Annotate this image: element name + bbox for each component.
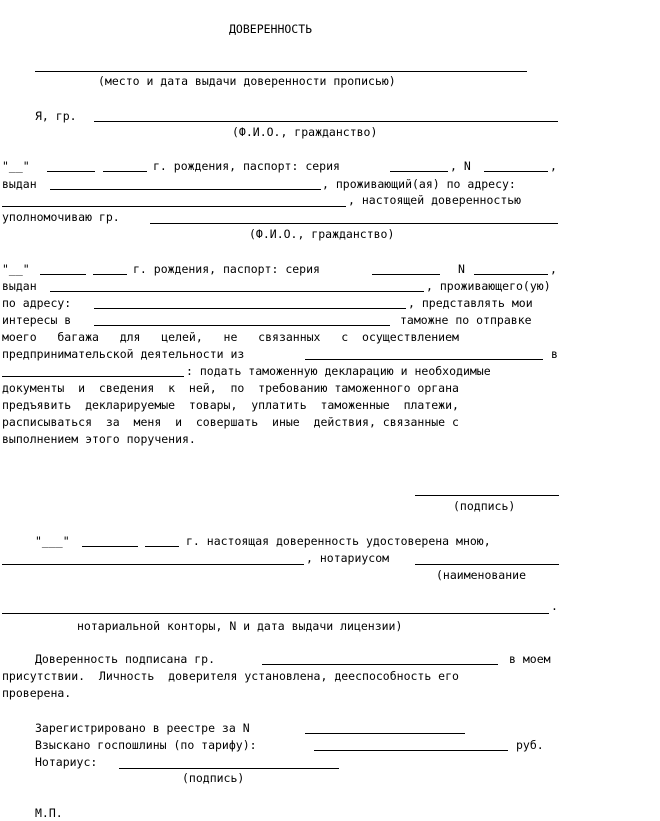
date-quote-2: "__"	[2, 262, 30, 276]
notary-signature-blank	[119, 768, 339, 769]
stamp-label: М.П.	[35, 806, 63, 820]
date-quote-3: "___"	[35, 534, 70, 548]
registered-label: Зарегистрировано в реестре за N	[35, 721, 250, 735]
in-label: в	[551, 347, 558, 361]
residing-label-2: , проживающего(ую)	[426, 279, 551, 293]
issued-blank-2	[50, 291, 424, 292]
year-blank-3	[145, 546, 179, 547]
residing-label-1: , проживающий(ая) по адресу:	[322, 177, 516, 191]
place-blank-3	[2, 564, 304, 565]
date-quote-1: "__"	[2, 159, 30, 173]
number-blank-1	[484, 171, 548, 172]
authorized-name-blank	[150, 223, 558, 224]
issued-label-2: выдан	[2, 279, 37, 293]
this-power-label: , настоящей доверенностью	[348, 193, 522, 207]
paragraph-line-4: документы и сведения к ней, по требованию таможенного органа	[2, 381, 459, 395]
citizen-name-blank	[94, 121, 558, 122]
comma-1: ,	[550, 159, 557, 173]
place-date-caption: (место и дата выдачи доверенности прописью)	[98, 74, 396, 88]
number-blank-2	[474, 274, 548, 275]
number-label-2: N	[458, 262, 465, 276]
birth-passport-label-2: г. рождения, паспорт: серия	[133, 262, 320, 276]
presence-line: присутствии. Личность доверителя установлена, дееспособность его	[2, 669, 459, 683]
fee-blank	[314, 750, 508, 751]
year-blank-1	[103, 171, 147, 172]
notary-office-blank	[2, 613, 549, 614]
authorize-label: уполномочиваю гр.	[2, 210, 120, 224]
paragraph-line-1: моего багажа для целей, не связанных с осуществлением	[2, 330, 459, 344]
to-country-blank	[2, 376, 184, 377]
registry-number-blank	[305, 733, 465, 734]
customs-blank	[94, 325, 390, 326]
naming-caption: (наименование	[436, 568, 527, 582]
notary-office-caption: нотариальной конторы, N и дата выдачи лицензии)	[77, 619, 403, 633]
signature-blank-1	[415, 495, 559, 496]
month-blank-3	[82, 546, 138, 547]
address-blank-1	[2, 206, 346, 207]
paragraph-line-2: предпринимательской деятельности из	[2, 347, 245, 361]
fee-label: Взыскано госпошлины (по тарифу):	[35, 738, 257, 752]
month-blank-2	[40, 274, 86, 275]
birth-passport-label-1: г. рождения, паспорт: серия	[153, 159, 340, 173]
notary-name-blank	[415, 564, 559, 565]
signed-by-blank	[262, 664, 498, 665]
fio-caption-2: (Ф.И.О., гражданство)	[249, 227, 395, 241]
in-my-label: в моем	[509, 652, 551, 666]
year-blank-2	[93, 274, 127, 275]
paragraph-line-3: : подать таможенную декларацию и необходимые	[186, 364, 491, 378]
issued-blank-1	[50, 189, 321, 190]
interests-label: интересы в	[2, 313, 72, 327]
paragraph-line-7: выполнением этого поручения.	[2, 432, 196, 446]
signed-by-label: Доверенность подписана гр.	[35, 652, 216, 666]
series-blank-1	[390, 171, 448, 172]
notary-label: Нотариус:	[35, 755, 98, 769]
number-label-1: , N	[450, 159, 471, 173]
fio-caption-1: (Ф.И.О., гражданство)	[232, 125, 378, 139]
i-citizen-label: Я, гр.	[35, 109, 77, 123]
comma-2: ,	[550, 262, 557, 276]
place-date-blank	[35, 71, 527, 72]
document-title: ДОВЕРЕННОСТЬ	[229, 22, 313, 36]
represent-label: , представлять мои	[408, 296, 533, 310]
paragraph-line-5: предъявить декларируемые товары, уплатить таможенные платежи,	[2, 398, 459, 412]
customs-send-label: таможне по отправке	[400, 313, 532, 327]
address-label-2: по адресу:	[2, 296, 72, 310]
rub-label: руб.	[516, 738, 544, 752]
from-country-blank	[305, 359, 543, 360]
period-mark: .	[551, 599, 558, 613]
paragraph-line-6: расписываться за меня и совершать иные действия, связанные с	[2, 415, 459, 429]
issued-label-1: выдан	[2, 177, 37, 191]
address-blank-2	[94, 308, 406, 309]
signature-caption-1: (подпись)	[453, 499, 516, 513]
verified-line: проверена.	[2, 686, 72, 700]
notary-word-label: , нотариусом	[306, 551, 390, 565]
month-blank-1	[47, 171, 95, 172]
signature-caption-2: (подпись)	[182, 771, 245, 785]
series-blank-2	[372, 274, 440, 275]
certified-label: г. настоящая доверенность удостоверена мною,	[186, 534, 491, 548]
